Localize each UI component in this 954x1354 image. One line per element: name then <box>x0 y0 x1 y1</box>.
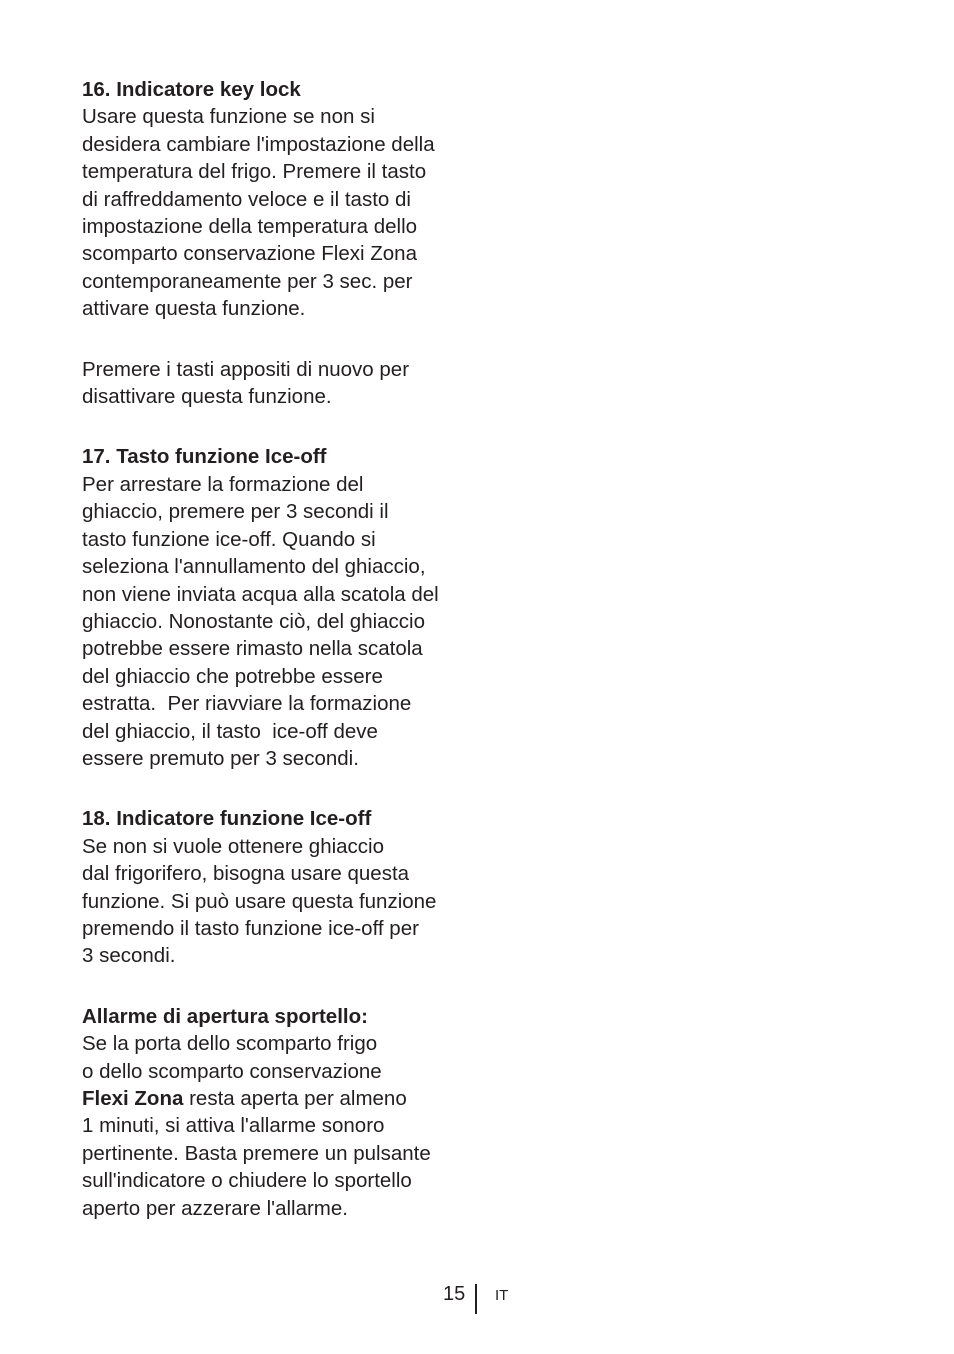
paragraph-line: tasto funzione ice-off. Quando si <box>82 527 376 551</box>
paragraph-line: scomparto conservazione Flexi Zona <box>82 242 417 266</box>
paragraph-line: aperto per azzerare l'allarme. <box>82 1196 348 1220</box>
section-key-lock <box>82 76 482 323</box>
paragraph-line: 3 secondi. <box>82 944 176 968</box>
paragraph-line: Se non si vuole ottenere ghiaccio <box>82 834 385 858</box>
paragraph-line: pertinente. Basta premere un pulsante <box>82 1141 431 1165</box>
section-key-lock-deactivate <box>82 356 482 411</box>
page-number: 15 <box>443 1283 466 1305</box>
paragraph-line: 1 minuti, si attiva l'allarme sonoro <box>82 1114 385 1138</box>
paragraph-line: o dello scomparto conservazione <box>82 1059 382 1083</box>
paragraph-line: del ghiaccio, il tasto ice-off deve <box>82 719 378 743</box>
line-continuation: resta aperta per almeno <box>183 1087 407 1110</box>
section-ice-off-indicator <box>82 805 482 969</box>
paragraph-line: funzione. Si può usare questa funzione <box>82 889 437 913</box>
section-heading: 16. Indicatore key lock <box>82 78 301 101</box>
paragraph-line-mixed <box>82 1085 482 1112</box>
paragraph-line: Per arrestare la formazione del <box>82 472 364 496</box>
paragraph-line: potrebbe essere rimasto nella scatola <box>82 637 423 661</box>
paragraph-line: ghiaccio. Nonostante ciò, del ghiaccio <box>82 609 426 633</box>
footer-divider <box>475 1284 477 1314</box>
section-heading: 18. Indicatore funzione Ice-off <box>82 807 372 831</box>
page-footer <box>0 1281 954 1315</box>
section-ice-off-button <box>82 443 482 772</box>
paragraph-line: disattivare questa funzione. <box>82 385 332 409</box>
paragraph-line: temperatura del frigo. Premere il tasto <box>82 160 427 184</box>
bold-term: Flexi Zona <box>82 1087 184 1110</box>
section-heading: Allarme di apertura sportello: <box>82 1004 368 1028</box>
section-door-alarm <box>82 1003 482 1222</box>
paragraph-line: desidera cambiare l'impostazione della <box>82 132 435 156</box>
paragraph-line: Premere i tasti appositi di nuovo per <box>82 357 410 381</box>
document-body <box>82 76 482 1255</box>
paragraph-line: Usare questa funzione se non si <box>82 105 375 129</box>
paragraph-line: Se la porta dello scomparto frigo <box>82 1032 378 1056</box>
paragraph-line: ghiaccio, premere per 3 secondi il <box>82 500 389 524</box>
paragraph-line: premendo il tasto funzione ice-off per <box>82 916 419 940</box>
paragraph-line: seleziona l'annullamento del ghiaccio, <box>82 555 426 579</box>
paragraph-line: di raffreddamento veloce e il tasto di <box>82 187 411 211</box>
paragraph-line: non viene inviata acqua alla scatola del <box>82 582 439 606</box>
paragraph-line: attivare questa funzione. <box>82 297 306 321</box>
paragraph-line: essere premuto per 3 secondi. <box>82 746 359 770</box>
section-heading: 17. Tasto funzione Ice-off <box>82 445 327 469</box>
paragraph-line: impostazione della temperatura dello <box>82 215 418 239</box>
paragraph-line: dal frigorifero, bisogna usare questa <box>82 862 410 886</box>
language-code: IT <box>495 1287 509 1304</box>
paragraph-line: sull'indicatore o chiudere lo sportello <box>82 1169 412 1193</box>
paragraph-line: contemporaneamente per 3 sec. per <box>82 269 413 293</box>
paragraph-line: estratta. Per riavviare la formazione <box>82 692 412 716</box>
paragraph-line: del ghiaccio che potrebbe essere <box>82 664 383 688</box>
